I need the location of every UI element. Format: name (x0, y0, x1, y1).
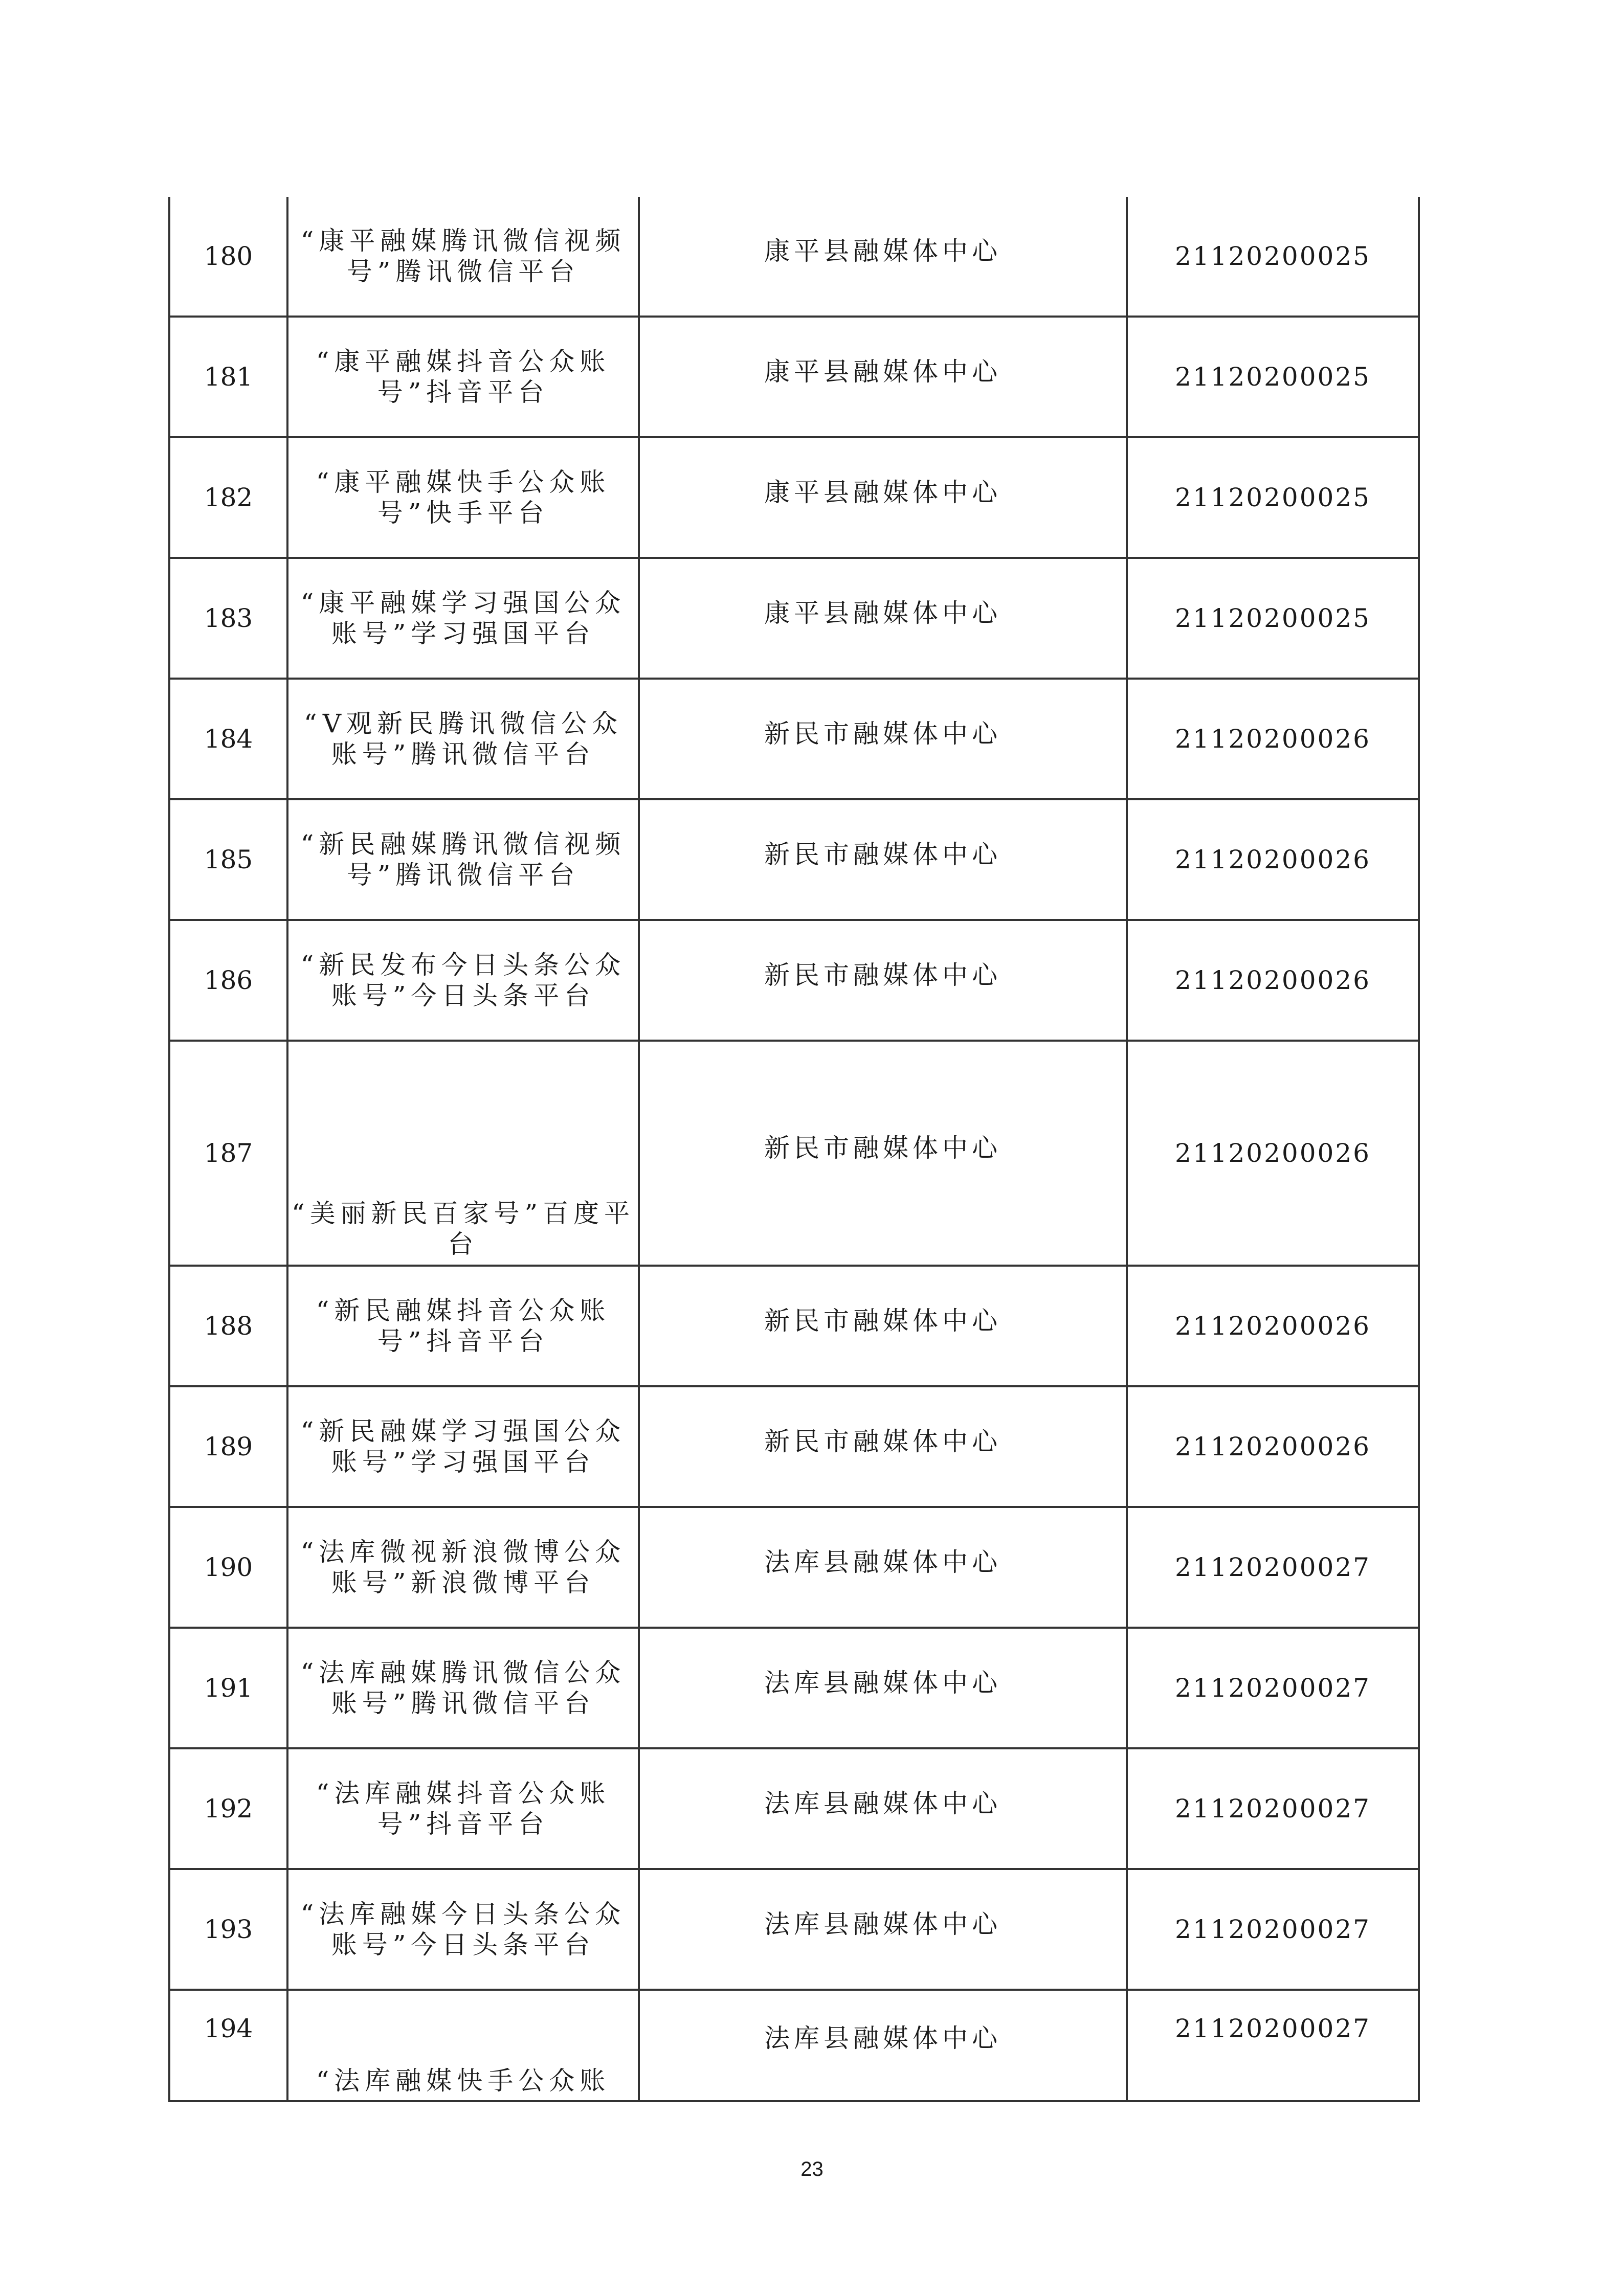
account-name: “法库融媒腾讯微信公众账号”腾讯微信平台 (287, 1628, 639, 1748)
registration-code: 21120200027 (1127, 1507, 1419, 1628)
organization: 新民市融媒体中心 (639, 920, 1127, 1041)
table-row (169, 1748, 1419, 1869)
account-name: “法库微视新浪微博公众账号”新浪微博平台 (287, 1507, 639, 1628)
organization: 法库县融媒体中心 (639, 1869, 1127, 1990)
table-row (169, 920, 1419, 1041)
organization: 康平县融媒体中心 (639, 317, 1127, 437)
table-row (169, 679, 1419, 799)
row-number: 184 (169, 679, 287, 799)
registration-code: 21120200027 (1127, 1628, 1419, 1748)
organization: 新民市融媒体中心 (639, 1266, 1127, 1386)
account-name: “法库融媒抖音公众账号”抖音平台 (287, 1748, 639, 1869)
registry-table-body (169, 197, 1419, 2101)
account-name: “法库融媒今日头条公众账号”今日头条平台 (287, 1869, 639, 1990)
organization: 新民市融媒体中心 (639, 1386, 1127, 1507)
row-number: 181 (169, 317, 287, 437)
table-row (169, 197, 1419, 317)
registration-code: 21120200025 (1127, 317, 1419, 437)
table-row (169, 799, 1419, 920)
registration-code: 21120200026 (1127, 1266, 1419, 1386)
row-number: 186 (169, 920, 287, 1041)
account-name: “新民融媒抖音公众账号”抖音平台 (287, 1266, 639, 1386)
account-name: “康平融媒快手公众账号”快手平台 (287, 437, 639, 558)
registration-code: 21120200027 (1127, 1869, 1419, 1990)
account-name: “新民发布今日头条公众账号”今日头条平台 (287, 920, 639, 1041)
organization: 康平县融媒体中心 (639, 558, 1127, 679)
table-row (169, 558, 1419, 679)
organization: 新民市融媒体中心 (639, 1041, 1127, 1266)
row-number: 182 (169, 437, 287, 558)
organization: 新民市融媒体中心 (639, 799, 1127, 920)
registration-code: 21120200026 (1127, 1041, 1419, 1266)
organization: 法库县融媒体中心 (639, 1628, 1127, 1748)
organization: 法库县融媒体中心 (639, 1748, 1127, 1869)
registration-code: 21120200026 (1127, 799, 1419, 920)
registration-code: 21120200025 (1127, 558, 1419, 679)
table-row (169, 1869, 1419, 1990)
registration-code: 21120200026 (1127, 1386, 1419, 1507)
account-name: “新民融媒腾讯微信视频号”腾讯微信平台 (287, 799, 639, 920)
table-row (169, 1628, 1419, 1748)
account-name: “康平融媒学习强国公众账号”学习强国平台 (287, 558, 639, 679)
row-number: 185 (169, 799, 287, 920)
registry-table (168, 197, 1420, 2102)
row-number: 192 (169, 1748, 287, 1869)
row-number: 183 (169, 558, 287, 679)
account-name: “新民融媒学习强国公众账号”学习强国平台 (287, 1386, 639, 1507)
table-row (169, 437, 1419, 558)
row-number: 191 (169, 1628, 287, 1748)
row-number: 188 (169, 1266, 287, 1386)
table-row (169, 1386, 1419, 1507)
row-number: 180 (169, 197, 287, 317)
row-number: 194 (169, 1990, 287, 2101)
row-number: 189 (169, 1386, 287, 1507)
registration-code: 21120200027 (1127, 1990, 1419, 2101)
account-name: “V观新民腾讯微信公众账号”腾讯微信平台 (287, 679, 639, 799)
registration-code: 21120200026 (1127, 679, 1419, 799)
table-row (169, 1041, 1419, 1266)
organization: 新民市融媒体中心 (639, 679, 1127, 799)
organization: 康平县融媒体中心 (639, 197, 1127, 317)
organization: 法库县融媒体中心 (639, 1507, 1127, 1628)
table-row (169, 1266, 1419, 1386)
row-number: 187 (169, 1041, 287, 1266)
registration-code: 21120200026 (1127, 920, 1419, 1041)
account-name: “美丽新民百家号”百度平台 (287, 1041, 639, 1266)
registration-code: 21120200025 (1127, 437, 1419, 558)
organization: 法库县融媒体中心 (639, 1990, 1127, 2101)
table-row (169, 1507, 1419, 1628)
registration-code: 21120200025 (1127, 197, 1419, 317)
table-row (169, 1990, 1419, 2101)
account-name: “康平融媒腾讯微信视频号”腾讯微信平台 (287, 197, 639, 317)
registration-code: 21120200027 (1127, 1748, 1419, 1869)
page-number: 23 (800, 2158, 824, 2180)
table-row (169, 317, 1419, 437)
account-name: “康平融媒抖音公众账号”抖音平台 (287, 317, 639, 437)
organization: 康平县融媒体中心 (639, 437, 1127, 558)
row-number: 190 (169, 1507, 287, 1628)
account-name: “法库融媒快手公众账 (287, 1990, 639, 2101)
row-number: 193 (169, 1869, 287, 1990)
